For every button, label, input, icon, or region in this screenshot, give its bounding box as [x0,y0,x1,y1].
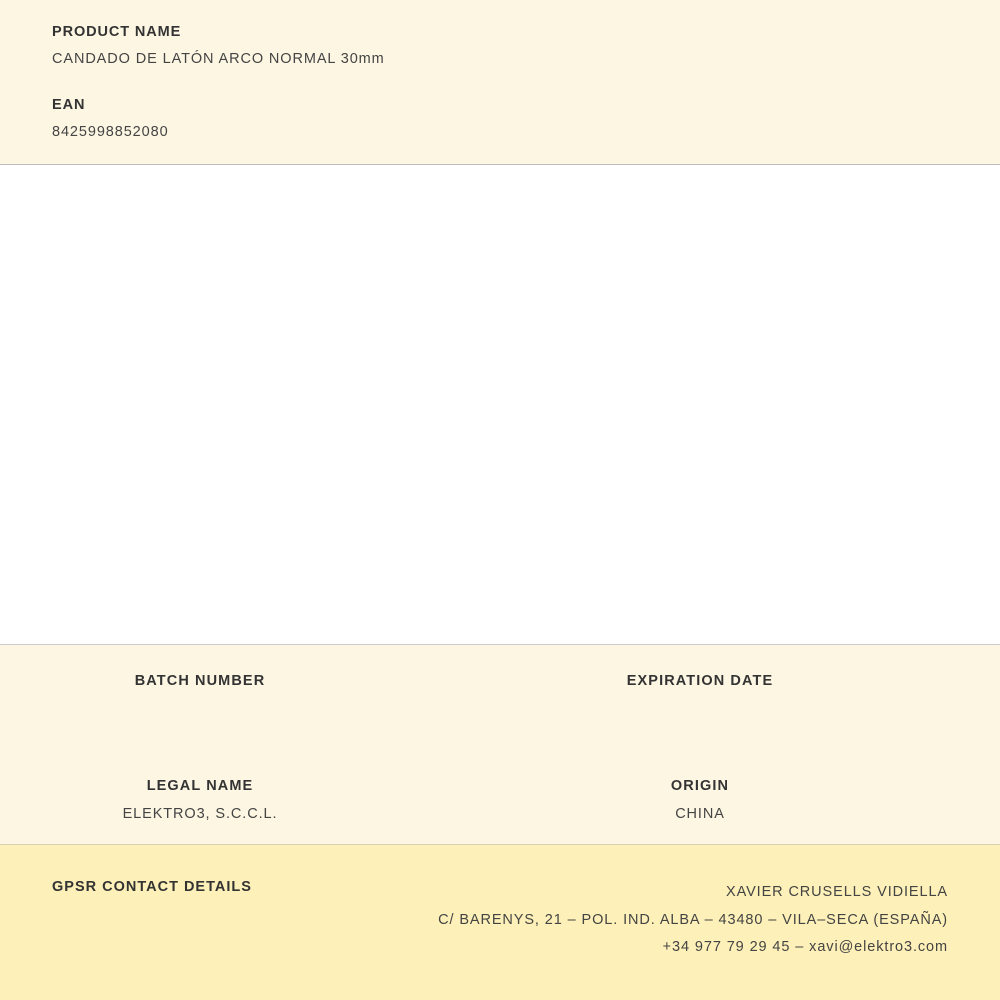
expiration-date-label: EXPIRATION DATE [626,673,774,689]
expiration-date-cell [500,673,1000,716]
origin-value: CHINA [675,805,725,822]
product-name-value: CANDADO DE LATÓN ARCO NORMAL 30mm [52,51,385,68]
batch-number-value [0,700,400,716]
gpsr-contact-name: XAVIER CRUSELLS VIDIELLA [726,884,948,900]
batch-number-cell [0,673,500,716]
ean-label: EAN [52,96,86,113]
product-name-label: PRODUCT NAME [52,24,182,40]
ean-field [0,97,1000,142]
origin-label: ORIGIN [670,778,730,795]
legal-name-value: ELEKTRO3, S.C.C.L. [122,805,278,822]
legal-name-cell [0,778,500,823]
origin-cell [500,778,1000,823]
product-name-field [0,24,1000,69]
gpsr-contact-address: C/ BARENYS, 21 – POL. IND. ALBA – 43480 – VILA–SECA (ESPAÑA) [438,911,948,928]
batch-legal-block [0,645,1000,845]
gpsr-contact-lines [252,879,948,962]
legal-origin-row [0,778,1000,823]
batch-expiration-row [0,673,1000,716]
gpsr-contact-block [0,845,1000,1000]
product-image-area [0,165,1000,645]
ean-value: 8425998852080 [52,124,169,141]
expiration-date-value [500,700,900,716]
product-info-block [0,0,1000,165]
gpsr-contact-phone-email: +34 977 79 29 45 – xavi@elektro3.com [662,939,948,956]
legal-name-label: LEGAL NAME [146,778,254,795]
batch-number-label: BATCH NUMBER [134,673,266,689]
gpsr-contact-title: GPSR CONTACT DETAILS [52,879,252,895]
